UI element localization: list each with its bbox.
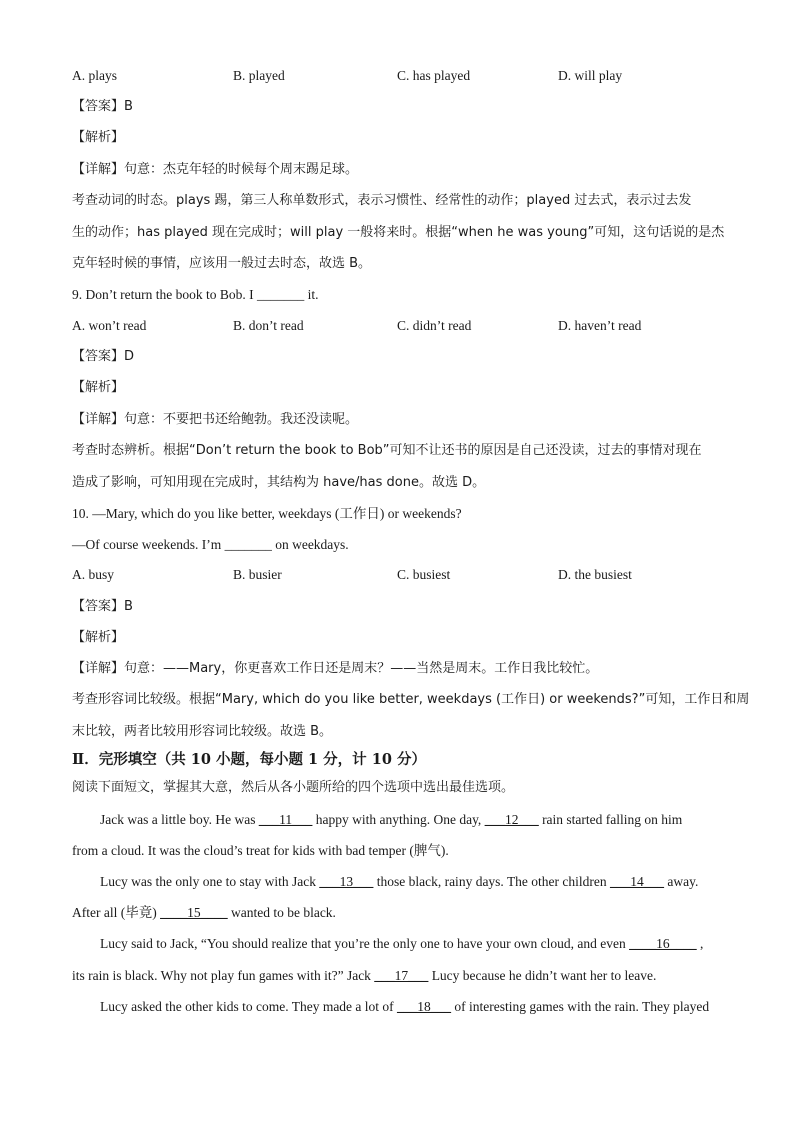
passage-text: Lucy said to Jack, “You should realize that you’re the only one to have your own cloud, and even bbox=[100, 936, 630, 951]
passage-text: happy with anything. One day, bbox=[312, 812, 485, 827]
q8-explain-line-1: 考查动词的时态。plays 踢，第三人称单数形式，表示习惯性、经常性的动作；played 过去式，表示过去发 bbox=[72, 193, 692, 208]
q8-option-a: A. plays bbox=[72, 68, 117, 83]
q8-explain-line-3: 克年轻时候的事情，应该用一般过去时态，故选 B。 bbox=[72, 256, 372, 271]
passage-paragraph-2-line-1 bbox=[100, 872, 698, 892]
blank-16: ____16____ bbox=[629, 936, 697, 951]
q10-stem-line-1: 10. —Mary, which do you like better, weekdays (工作日) or weekends? bbox=[72, 506, 462, 521]
q10-explain-line-1: 考查形容词比较级。根据“Mary, which do you like better, weekdays (工作日) or weekends?”可知，工作日和周 bbox=[72, 692, 750, 707]
q10-analysis-label: 【解析】 bbox=[72, 630, 125, 645]
q9-stem: 9. Don’t return the book to Bob. I _______ it. bbox=[72, 287, 319, 302]
q10-option-a: A. busy bbox=[72, 567, 115, 582]
q8-option-d: D. will play bbox=[558, 68, 623, 83]
passage-paragraph-3-line-1 bbox=[100, 934, 703, 954]
blank-12: ___12___ bbox=[484, 812, 539, 827]
blank-14: ___14___ bbox=[610, 874, 665, 889]
passage-text: of interesting games with the rain. They played bbox=[451, 999, 710, 1014]
q8-detail: 【详解】句意：杰克年轻的时候每个周末踢足球。 bbox=[72, 162, 359, 177]
passage-text: , bbox=[696, 936, 704, 951]
passage-text: Lucy asked the other kids to come. They made a lot of bbox=[100, 999, 398, 1014]
passage-paragraph-2-line-2 bbox=[72, 903, 336, 923]
section-instruction: 阅读下面短文，掌握其大意，然后从各小题所给的四个选项中选出最佳选项。 bbox=[72, 780, 515, 795]
q9-answer: 【答案】D bbox=[72, 349, 135, 364]
q9-option-c: C. didn’t read bbox=[397, 318, 472, 333]
blank-15: ____15____ bbox=[160, 905, 228, 920]
blank-18: ___18___ bbox=[397, 999, 452, 1014]
passage-paragraph-3-line-2 bbox=[72, 966, 656, 986]
q9-detail: 【详解】句意：不要把书还给鲍勃。我还没读呢。 bbox=[72, 412, 359, 427]
q10-explain-line-2: 末比较，两者比较用形容词比较级。故选 B。 bbox=[72, 724, 333, 739]
passage-text: rain started falling on him bbox=[538, 812, 683, 827]
blank-11: ___11___ bbox=[258, 812, 313, 827]
q9-option-d: D. haven’t read bbox=[558, 318, 642, 333]
passage-text: those black, rainy days. The other children bbox=[373, 874, 611, 889]
q10-stem-line-2: —Of course weekends. I’m _______ on weekdays. bbox=[72, 537, 349, 552]
passage-text: Lucy because he didn’t want her to leave. bbox=[428, 968, 657, 983]
q10-option-c: C. busiest bbox=[397, 567, 451, 582]
q10-option-b: B. busier bbox=[233, 567, 282, 582]
q10-answer: 【答案】B bbox=[72, 599, 133, 614]
passage-text: its rain is black. Why not play fun games with it?” Jack bbox=[72, 968, 375, 983]
q8-analysis-label: 【解析】 bbox=[72, 130, 125, 145]
passage-text: Lucy was the only one to stay with Jack bbox=[100, 874, 320, 889]
q10-detail: 【详解】句意：——Mary，你更喜欢工作日还是周末？——当然是周末。工作日我比较忙。 bbox=[72, 661, 599, 676]
passage-text: wanted to be black. bbox=[227, 905, 336, 920]
blank-17: ___17___ bbox=[374, 968, 429, 983]
passage-paragraph-1-line-2: from a cloud. It was the cloud’s treat for kids with bad temper (脾气). bbox=[72, 843, 449, 858]
q8-option-c: C. has played bbox=[397, 68, 471, 83]
passage-text: away. bbox=[664, 874, 699, 889]
q10-option-d: D. the busiest bbox=[558, 567, 632, 582]
q8-explain-line-2: 生的动作；has played 现在完成时；will play 一般将来时。根据“when he was young”可知，这句话说的是杰 bbox=[72, 225, 725, 240]
q9-option-b: B. don’t read bbox=[233, 318, 304, 333]
q9-explain-line-2: 造成了影响，可知用现在完成时，其结构为 have/has done。故选 D。 bbox=[72, 475, 486, 490]
passage-paragraph-1-line-1 bbox=[100, 810, 682, 830]
blank-13: ___13___ bbox=[319, 874, 374, 889]
passage-text: After all (毕竟) bbox=[72, 905, 161, 920]
q9-explain-line-1: 考查时态辨析。根据“Don’t return the book to Bob”可知不让还书的原因是自己还没读，过去的事情对现在 bbox=[72, 443, 702, 458]
passage-paragraph-4-line-1 bbox=[100, 997, 709, 1017]
passage-text: Jack was a little boy. He was bbox=[100, 812, 259, 827]
q9-analysis-label: 【解析】 bbox=[72, 380, 125, 395]
section-heading: Ⅱ．完形填空（共 10 小题，每小题 1 分，计 10 分） bbox=[72, 751, 426, 768]
q8-option-b: B. played bbox=[233, 68, 285, 83]
q9-option-a: A. won’t read bbox=[72, 318, 147, 333]
q8-answer: 【答案】B bbox=[72, 99, 133, 114]
